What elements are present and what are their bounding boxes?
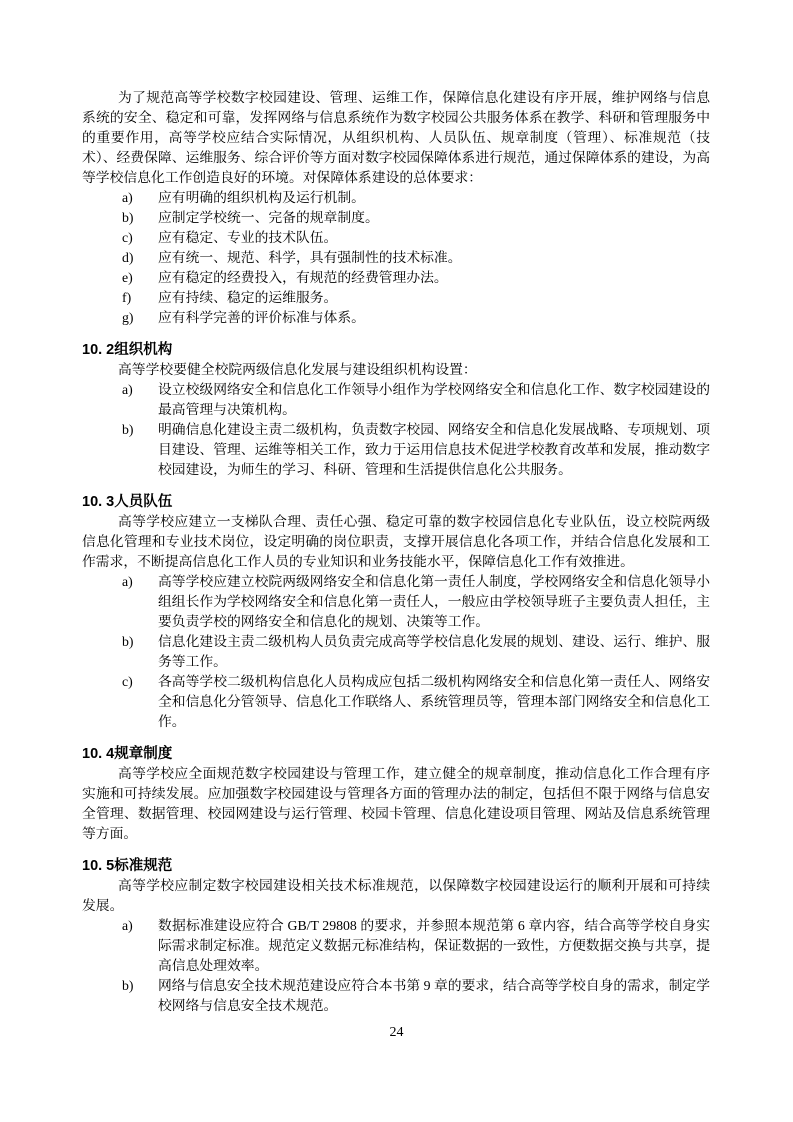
section-standards-list bbox=[82, 916, 710, 1016]
list-item bbox=[82, 632, 710, 672]
list-item bbox=[82, 572, 710, 632]
section-heading-standards: 10. 5标准规范 bbox=[82, 858, 173, 874]
list-marker: d) bbox=[122, 250, 134, 265]
section-standards-paragraph: 高等学校应制定数字校园建设相关技术标准规范，以保障数字校园建设运行的顺利开展和可持续发展。 bbox=[82, 878, 710, 913]
list-item-text: 信息化建设主责二级机构人员负责完成高等学校信息化发展的规划、建设、运行、维护、服务等工作。 bbox=[158, 634, 710, 669]
list-item-text: 应有稳定、专业的技术队伍。 bbox=[158, 230, 338, 245]
list-item-text: 各高等学校二级机构信息化人员构成应包括二级机构网络安全和信息化第一责任人、网络安全和信息化分管领导、信息化工作联络人、系统管理员等，管理本部门网络安全和信息化工作。 bbox=[158, 674, 710, 729]
page-content bbox=[82, 88, 710, 1016]
list-marker: b) bbox=[122, 978, 134, 993]
list-marker: c) bbox=[122, 230, 133, 245]
list-item bbox=[82, 228, 710, 248]
list-item-text: 应制定学校统一、完备的规章制度。 bbox=[158, 210, 379, 225]
list-marker: b) bbox=[122, 634, 134, 649]
list-marker: g) bbox=[122, 310, 134, 325]
page-number: 24 bbox=[389, 1025, 404, 1040]
list-marker: c) bbox=[122, 674, 133, 689]
list-item-text: 应有明确的组织机构及运行机制。 bbox=[158, 190, 365, 205]
list-item-text: 高等学校应建立校院两级网络安全和信息化第一责任人制度，学校网络安全和信息化领导小组组长作为学校网络安全和信息化第一责任人，一般应由学校领导班子主要负责人担任，主要负责学校的网络安全和信息化的规划、决策等工作。 bbox=[158, 574, 710, 629]
list-marker: a) bbox=[122, 918, 133, 933]
intro-paragraph: 为了规范高等学校数字校园建设、管理、运维工作，保障信息化建设有序开展，维护网络与信息系统的安全、稳定和可靠，发挥网络与信息系统作为数字校园公共服务体系在教学、科研和管理服务中的重要作用，高等学校应结合实际情况，从组织机构、人员队伍、规章制度（管理）、标准规范（技术）、经费保障、运维服务、综合评价等方面对数字校园保障体系进行规范，通过保障体系的建设，为高等学校信息化工作创造良好的环境。对保障体系建设的总体要求： bbox=[82, 90, 710, 185]
list-item-text: 明确信息化建设主责二级机构，负责数字校园、网络安全和信息化发展战略、专项规划、项目建设、管理、运维等相关工作，致力于运用信息技术促进学校教育改革和发展，推动数字校园建设，为师生的学习、科研、管理和生活提供信息化公共服务。 bbox=[158, 422, 710, 477]
list-marker: f) bbox=[122, 290, 132, 305]
list-item bbox=[82, 288, 710, 308]
list-item bbox=[82, 188, 710, 208]
list-item bbox=[82, 420, 710, 480]
list-item-text: 数据标准建设应符合 GB/T 29808 的要求，并参照本规范第 6 章内容，结合高等学校自身实际需求制定标准。规范定义数据元标准结构，保证数据的一致性，方便数据交换与共享，提高信息处理效率。 bbox=[158, 918, 710, 973]
list-item-text: 应有科学完善的评价标准与体系。 bbox=[158, 310, 365, 325]
section-personnel-list bbox=[82, 572, 710, 732]
section-heading-personnel: 10. 3人员队伍 bbox=[82, 494, 173, 510]
list-marker: a) bbox=[122, 574, 133, 589]
list-item bbox=[82, 916, 710, 976]
list-item bbox=[82, 208, 710, 228]
section-regulations-paragraph: 高等学校应全面规范数字校园建设与管理工作，建立健全的规章制度，推动信息化工作合理有序实施和可持续发展。应加强数字校园建设与管理各方面的管理办法的制定，包括但不限于网络与信息安全管理、数据管理、校园网建设与运行管理、校园卡管理、信息化建设项目管理、网站及信息系统管理等方面。 bbox=[82, 766, 710, 841]
section-heading-regulations: 10. 4规章制度 bbox=[82, 746, 173, 762]
section-personnel-paragraph: 高等学校应建立一支梯队合理、责任心强、稳定可靠的数字校园信息化专业队伍，设立校院两级信息化管理和专业技术岗位，设定明确的岗位职责，支撑开展信息化各项工作，并结合信息化发展和工作需求，不断提高信息化工作人员的专业知识和业务技能水平，保障信息化工作有效推进。 bbox=[82, 514, 710, 569]
section-organization-paragraph: 高等学校要健全校院两级信息化发展与建设组织机构设置： bbox=[118, 362, 477, 377]
intro-requirements-list bbox=[82, 188, 710, 328]
list-item-text: 网络与信息安全技术规范建设应符合本书第 9 章的要求，结合高等学校自身的需求，制定学校网络与信息安全技术规范。 bbox=[158, 978, 710, 1013]
section-heading-organization: 10. 2组织机构 bbox=[82, 342, 173, 358]
list-item-text: 设立校级网络安全和信息化工作领导小组作为学校网络安全和信息化工作、数字校园建设的最高管理与决策机构。 bbox=[158, 382, 710, 417]
list-marker: b) bbox=[122, 210, 134, 225]
list-item bbox=[82, 976, 710, 1016]
list-item-text: 应有持续、稳定的运维服务。 bbox=[158, 290, 338, 305]
list-marker: a) bbox=[122, 382, 133, 397]
list-item-text: 应有稳定的经费投入，有规范的经费管理办法。 bbox=[158, 270, 448, 285]
list-item bbox=[82, 672, 710, 732]
list-item-text: 应有统一、规范、科学，具有强制性的技术标准。 bbox=[158, 250, 462, 265]
list-marker: e) bbox=[122, 270, 133, 285]
list-item bbox=[82, 308, 710, 328]
list-marker: b) bbox=[122, 422, 134, 437]
list-item bbox=[82, 248, 710, 268]
section-organization-list bbox=[82, 380, 710, 480]
list-marker: a) bbox=[122, 190, 133, 205]
list-item bbox=[82, 268, 710, 288]
list-item bbox=[82, 380, 710, 420]
